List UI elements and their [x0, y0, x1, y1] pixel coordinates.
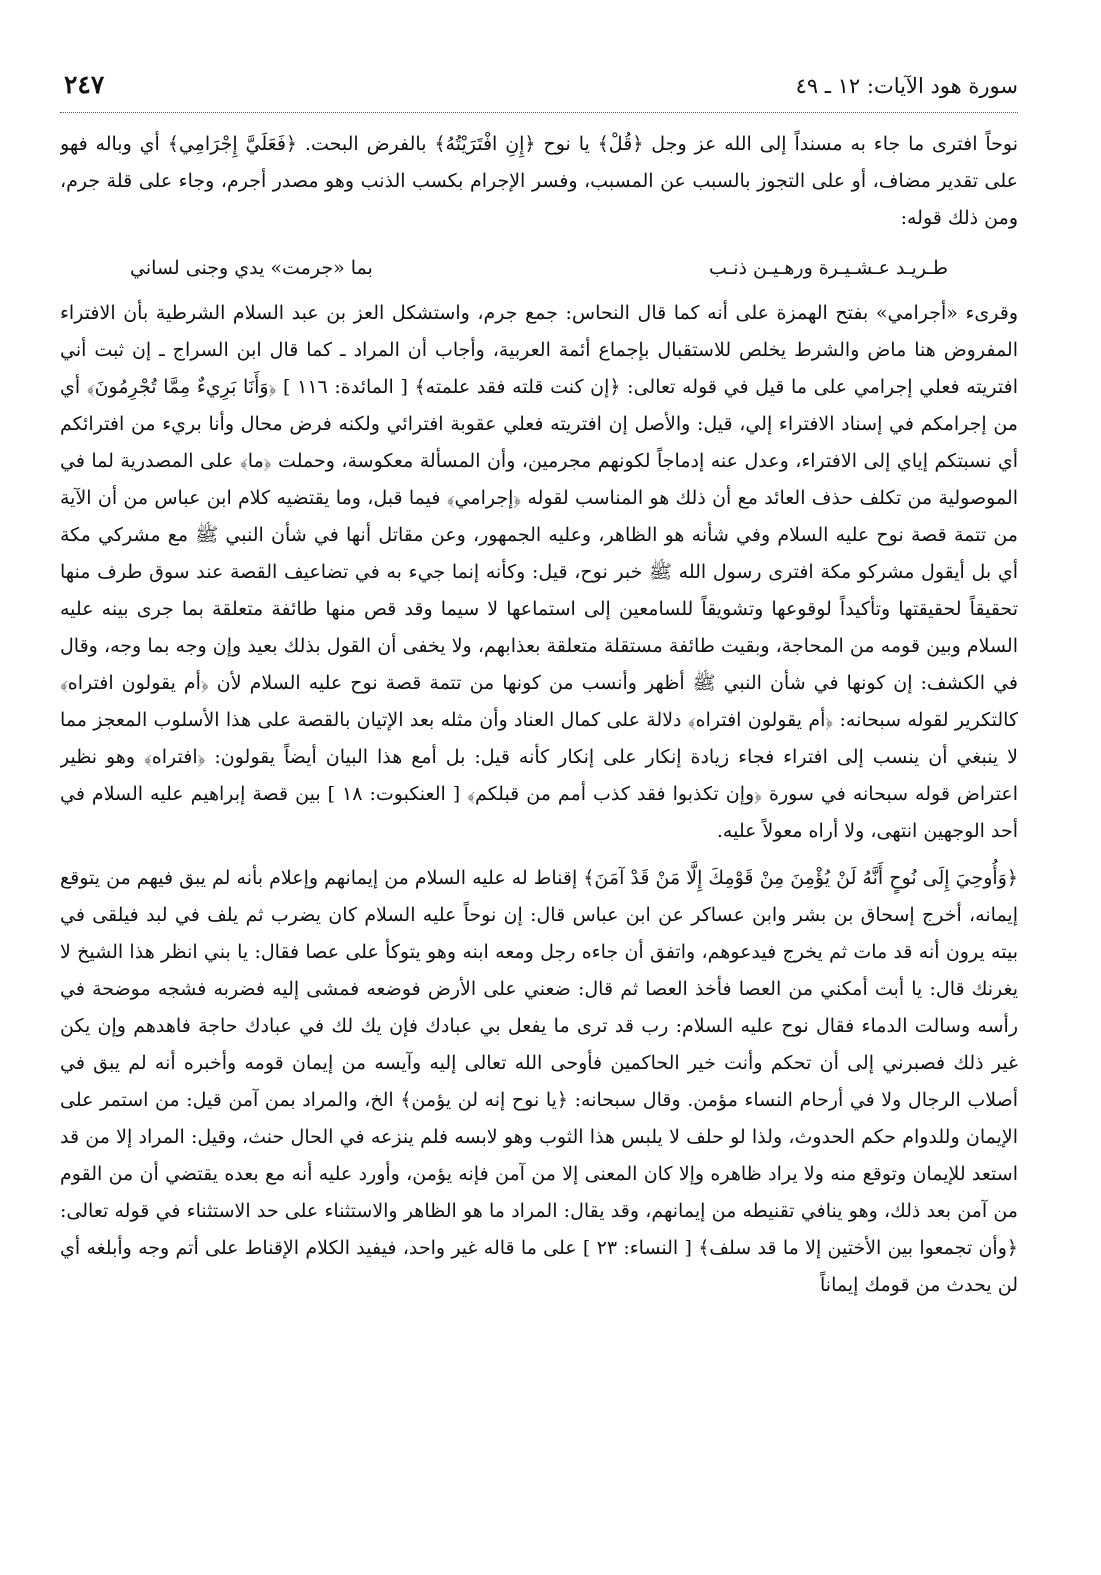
verse-first-hemistich: طـريـد عـشـيـرة ورهـيـن ذنـب [709, 257, 948, 279]
verse-second-hemistich: بما «جرمت» يدي وجنى لساني [130, 257, 373, 279]
poetry-verse [60, 247, 1018, 295]
paragraph-2: وقرىء «أجرامي» بفتح الهمزة على أنه كما قال النحاس: جمع جرم، واستشكل العز بن عبد السلام الشرطية بأن الافتراء المفروض هنا ماض والشرط يخلص للاستقبال بإجماع أئمة العربية، وأجاب أن المراد ـ كما قال ابن السراج ـ إن ثبت أني افتريته فعلي إجرامي على ما قيل في قوله تعالى: ﴿إن كنت قلته فقد علمته﴾ [ المائدة: ١١٦ ] ﴿وَأَنَا بَرِيءٌ مِمَّا تُجْرِمُونَ﴾ أي من إجرامكم في إسناد الافتراء إلي، قيل: والأصل إن افتريته فعلي عقوبة افترائي ولكنه فرض محال وأنا بريء من افترائكم أي نسبتكم إياي إلى الافتراء، وعدل عنه إدماجاً لكونهم مجرمين، وأن المسألة معكوسة، وحملت ﴿ما﴾ على المصدرية لما في الموصولية من تكلف حذف العائد مع أن ذلك هو المناسب لقوله ﴿إجرامي﴾ فيما قبل، وما يقتضيه كلام ابن عباس من أن الآية من تتمة قصة نوح عليه السلام وفي شأنه هو الظاهر، وعليه الجمهور، وعن مقاتل أنها في شأن النبي ﷺ مع مشركي مكة أي بل أيقول مشركو مكة افترى رسول الله ﷺ خبر نوح، قيل: وكأنه إنما جيء به في تضاعيف القصة عند سوق طرف منها تحقيقاً لحقيقتها وتأكيداً لوقوعها وتشويقاً للسامعين إلى استماعها لا سيما وقد قص منها طائفة متعلقة بما جرى بينه عليه السلام وبين قومه من المحاجة، وبقيت طائفة مستقلة متعلقة بعذابهم، ولا يخفى أن القول بذلك بعيد وإن وجه بما وجه، وقال في الكشف: إن كونها في شأن النبي ﷺ أظهر وأنسب من كونها من تتمة قصة نوح عليه السلام لأن ﴿أم يقولون افتراه﴾ كالتكرير لقوله سبحانه: ﴿أم يقولون افتراه﴾ دلالة على كمال العناد وأن مثله بعد الإتيان بالقصة على هذا الأسلوب المعجز مما لا ينبغي أن ينسب إلى افتراء فجاء زيادة إنكار على إنكار كأنه قيل: بل أمع هذا البيان أيضاً يقولون: ﴿افتراه﴾ وهو نظير اعتراض قوله سبحانه في سورة ﴿وإن تكذبوا فقد كذب أمم من قبلكم﴾ [ العنكبوت: ١٨ ] بين قصة إبراهيم عليه السلام في أحد الوجهين انتهى، ولا أراه معولاً عليه. [60, 302, 1018, 842]
page-number: ٢٤٧ [64, 70, 105, 99]
page-body [60, 126, 1018, 1314]
surah-title: سورة هود الآيات: ١٢ ـ ٤٩ [795, 74, 1018, 98]
paragraph-3: ﴿وَأُوحِيَ إِلَى نُوحٍ أَنَّهُ لَنْ يُؤْمِنَ مِنْ قَوْمِكَ إِلَّا مَنْ قَدْ آمَنَ﴾ إقناط له عليه السلام من إيمانهم وإعلام بأنه لم يبق فيهم من يتوقع إيمانه، أخرج إسحاق بن بشر وابن عساكر عن ابن عباس قال: إن نوحاً عليه السلام كان يضرب ثم يلف في لبد فيلقى في بيته يرون أنه قد مات ثم يخرج فيدعوهم، واتفق أن جاءه رجل ومعه ابنه وهو يتوكأ على عصا فقال: يا بني انظر هذا الشيخ لا يغرنك قال: يا أبت أمكني من العصا فأخذ العصا ثم قال: ضعني على الأرض فوضعه فمشى إليه فضربه فشجه موضحة في رأسه وسالت الدماء فقال نوح عليه السلام: رب قد ترى ما يفعل بي عبادك فإن يك لك في عبادك حاجة فاهدهم وإن يكن غير ذلك فصبرني إلى أن تحكم وأنت خير الحاكمين فأوحى الله تعالى إليه وآيسه من إيمان قومه وأخبره أنه لم يبق في أصلاب الرجال ولا في أرحام النساء مؤمن. وقال سبحانه: ﴿يا نوح إنه لن يؤمن﴾ الخ، والمراد بمن آمن قيل: من استمر على الإيمان وللدوام حكم الحدوث، ولذا لو حلف لا يلبس هذا الثوب وهو لابسه فلم ينزعه في الحال حنث، وقيل: المراد إلا من قد استعد للإيمان وتوقع منه ولا يراد ظاهره وإلا كان المعنى إلا من آمن فإنه يؤمن، وأورد عليه أنه مع بعده يقتضي أن من القوم من آمن بعد ذلك، وهو ينافي تقنيطه من إيمانهم، وقد يقال: المراد ما هو الظاهر والاستثناء على حد الاستثناء في قوله تعالى: ﴿وأن تجمعوا بين الأختين إلا ما قد سلف﴾ [ النساء: ٢٣ ] على ما قاله غير واحد، فيفيد الكلام الإقناط على أتم وجه وأبلغه أي لن يحدث من قومك إيماناً [60, 867, 1018, 1296]
page [60, 68, 1018, 1558]
paragraph-1: نوحاً افترى ما جاء به مسنداً إلى الله عز وجل ﴿قُلْ﴾ يا نوح ﴿إِنِ افْتَرَيْتُهُ﴾ بالفرض البحت. ﴿فَعَلَيَّ إِجْرَامِي﴾ أي وباله فهو على تقدير مضاف، أو على التجوز بالسبب عن المسبب، وفسر الإجرام بكسب الذنب وهو مصدر أجرم، وجاء على قلة جرم، ومن ذلك قوله: [60, 133, 1018, 229]
